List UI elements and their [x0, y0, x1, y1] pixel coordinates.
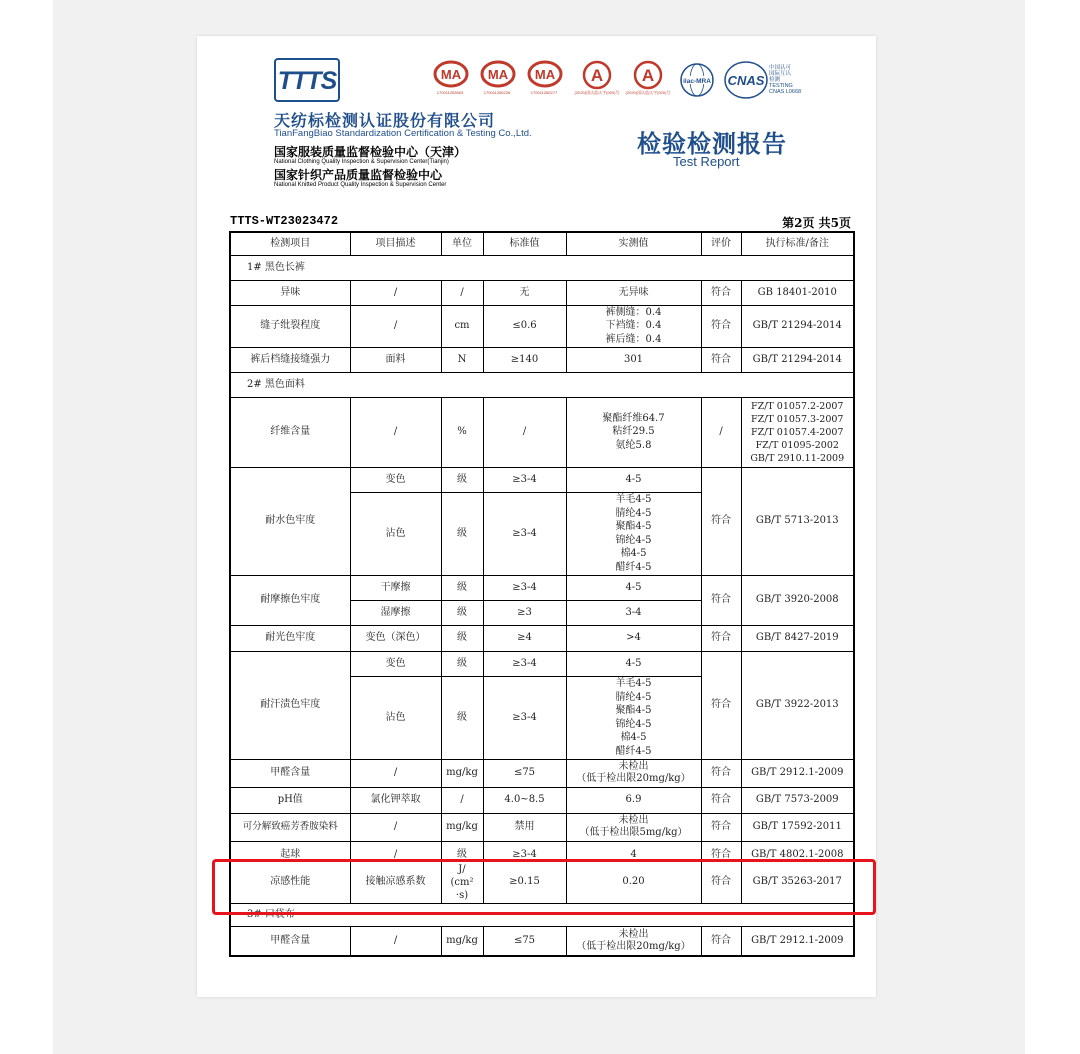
- report-title-cn: 检验检测报告: [637, 129, 787, 158]
- cal-seal-1: [574, 60, 620, 95]
- evaluation: 符合: [701, 813, 741, 841]
- standard-value: ≥3-4: [483, 492, 566, 575]
- unit: N: [441, 347, 483, 372]
- unit: 级: [441, 651, 483, 676]
- cnas-caption: [769, 65, 801, 95]
- table-row: [230, 651, 854, 676]
- item-description: 湿摩擦: [350, 600, 441, 625]
- column-header: 评价: [701, 232, 741, 255]
- test-item: 耐水色牢度: [230, 467, 350, 575]
- cnas-caption-line: 检测: [769, 77, 781, 83]
- measured-value: 羊毛4-5 腈纶4-5 聚酯4-5 锦纶4-5 棉4-5 醋纤4-5: [566, 676, 701, 759]
- measured-value: 未检出 （低于检出限20mg/kg）: [566, 759, 701, 787]
- standard-remark: GB/T 7573-2009: [741, 787, 854, 813]
- unit: 级: [441, 492, 483, 575]
- cal-seal-2: [625, 60, 671, 95]
- measured-value: 4-5: [566, 575, 701, 600]
- measured-value: 0.20: [566, 861, 701, 903]
- evaluation: 符合: [701, 861, 741, 903]
- unit: mg/kg: [441, 813, 483, 841]
- standard-remark: FZ/T 01057.2-2007 FZ/T 01057.3-2007 FZ/T 01057.4-2007 FZ/T 01095-2002 GB/T 2910.11-2009: [741, 397, 854, 467]
- unit: mg/kg: [441, 926, 483, 956]
- section-label: 1# 黑色长裤: [230, 255, 854, 280]
- table-row: [230, 347, 854, 372]
- unit: %: [441, 397, 483, 467]
- svg-text:MA: MA: [534, 67, 556, 82]
- ilac-mra-seal: [679, 62, 715, 102]
- clothing-center-en: National Clothing Quality Inspection & Supervision Center(Tianjin): [274, 159, 449, 165]
- evaluation: 符合: [701, 305, 741, 347]
- cma-seal-icon: [480, 60, 516, 88]
- standard-value: ≥3-4: [483, 467, 566, 492]
- report-page: [197, 36, 876, 997]
- standard-value: 禁用: [483, 813, 566, 841]
- cal-seal-icon: [580, 60, 614, 90]
- cma-seal-1: [433, 60, 469, 95]
- standard-value: ≤0.6: [483, 305, 566, 347]
- unit: mg/kg: [441, 759, 483, 787]
- company-name-en: TianFangBiao Standardization Certification & Testing Co.,Ltd.: [274, 128, 532, 139]
- cnas-caption-line: CNAS L0668: [769, 89, 802, 95]
- item-description: 接触凉感系数: [350, 861, 441, 903]
- test-item: 异味: [230, 280, 350, 305]
- column-header: 标准值: [483, 232, 566, 255]
- unit: 级: [441, 841, 483, 861]
- column-header: 实测值: [566, 232, 701, 255]
- test-item: 凉感性能: [230, 861, 350, 903]
- table-row: [230, 305, 854, 347]
- section-row: [230, 255, 854, 280]
- standard-remark: GB/T 17592-2011: [741, 813, 854, 841]
- measured-value: 裤侧缝：0.4 下裆缝：0.4 裤后缝：0.4: [566, 305, 701, 347]
- cal-seal-icon: [631, 60, 665, 90]
- standard-value: ≥3-4: [483, 575, 566, 600]
- cma-seal-icon: [433, 60, 469, 88]
- table-row: [230, 813, 854, 841]
- evaluation: 符合: [701, 759, 741, 787]
- standard-remark: GB/T 2912.1-2009: [741, 926, 854, 956]
- evaluation: /: [701, 397, 741, 467]
- evaluation: 符合: [701, 467, 741, 575]
- knitted-center-en: National Knitted Product Quality Inspection & Supervision Center: [274, 182, 447, 188]
- table-row: [230, 625, 854, 651]
- table-row: [230, 787, 854, 813]
- standard-value: ≥0.15: [483, 861, 566, 903]
- company-logo: TTTS: [274, 58, 340, 102]
- measured-value: 3-4: [566, 600, 701, 625]
- evaluation: 符合: [701, 787, 741, 813]
- table-row: [230, 926, 854, 956]
- table-row: [230, 397, 854, 467]
- column-header: 单位: [441, 232, 483, 255]
- standard-remark: GB/T 3922-2013: [741, 651, 854, 759]
- item-description: 沾色: [350, 492, 441, 575]
- test-item: pH值: [230, 787, 350, 813]
- cma-seal-3: [527, 60, 563, 95]
- item-description: 干摩擦: [350, 575, 441, 600]
- measured-value: 301: [566, 347, 701, 372]
- evaluation: 符合: [701, 280, 741, 305]
- column-header: 执行标准/备注: [741, 232, 854, 255]
- cma-seal-icon: [527, 60, 563, 88]
- unit: 级: [441, 625, 483, 651]
- standard-remark: GB 18401-2010: [741, 280, 854, 305]
- standard-remark: GB/T 2912.1-2009: [741, 759, 854, 787]
- measured-value: 聚酯纤维64.7 粘纤29.5 氨纶5.8: [566, 397, 701, 467]
- standard-value: 无: [483, 280, 566, 305]
- cal-note-1: (2020)国认监认字(000)号: [574, 90, 620, 95]
- item-description: 变色: [350, 651, 441, 676]
- standard-remark: GB/T 21294-2014: [741, 347, 854, 372]
- cnas-caption-line: TESTING: [769, 83, 793, 89]
- cnas-caption-line: 国际互认: [769, 71, 792, 77]
- section-row: [230, 372, 854, 397]
- standard-remark: GB/T 3920-2008: [741, 575, 854, 625]
- standard-remark: GB/T 35263-2017: [741, 861, 854, 903]
- company-name-cn: 天纺标检测认证股份有限公司: [274, 111, 496, 130]
- item-description: /: [350, 759, 441, 787]
- section-label: 3# 口袋布: [230, 903, 854, 926]
- section-label: 2# 黑色面料: [230, 372, 854, 397]
- evaluation: 符合: [701, 625, 741, 651]
- standard-value: /: [483, 397, 566, 467]
- unit: 级: [441, 467, 483, 492]
- measured-value: 4-5: [566, 651, 701, 676]
- test-results-table: [229, 231, 855, 957]
- item-description: /: [350, 841, 441, 861]
- table-header-row: [230, 232, 854, 255]
- item-description: /: [350, 813, 441, 841]
- cma-number-2: 170011260226: [483, 90, 511, 95]
- measured-value: 6.9: [566, 787, 701, 813]
- table-row: [230, 575, 854, 600]
- evaluation: 符合: [701, 926, 741, 956]
- cma-number-3: 170011260277: [530, 90, 558, 95]
- evaluation: 符合: [701, 651, 741, 759]
- table-row: [230, 841, 854, 861]
- cnas-caption-line: 中国认可: [769, 65, 792, 71]
- standard-value: 4.0~8.5: [483, 787, 566, 813]
- ilac-mra-icon: [679, 62, 715, 98]
- evaluation: 符合: [701, 575, 741, 625]
- item-description: 氯化钾萃取: [350, 787, 441, 813]
- item-description: 面料: [350, 347, 441, 372]
- svg-text:A: A: [590, 66, 604, 85]
- standard-remark: GB/T 8427-2019: [741, 625, 854, 651]
- cma-number-1: 170011263663: [436, 90, 464, 95]
- standard-value: ≥3-4: [483, 676, 566, 759]
- cnas-icon: [723, 60, 769, 100]
- report-number: TTTS-WT23023472: [230, 214, 339, 228]
- test-item: 耐汗渍色牢度: [230, 651, 350, 759]
- test-item: 缝子纰裂程度: [230, 305, 350, 347]
- unit: cm: [441, 305, 483, 347]
- standard-value: ≥140: [483, 347, 566, 372]
- table-row: [230, 467, 854, 492]
- column-header: 检测项目: [230, 232, 350, 255]
- measured-value: 未检出 （低于检出限5mg/kg）: [566, 813, 701, 841]
- unit: /: [441, 787, 483, 813]
- test-item: 可分解致癌芳香胺染料: [230, 813, 350, 841]
- standard-value: ≥3: [483, 600, 566, 625]
- standard-remark: GB/T 4802.1-2008: [741, 841, 854, 861]
- svg-text:A: A: [641, 66, 655, 85]
- svg-text:MA: MA: [487, 67, 509, 82]
- item-description: /: [350, 280, 441, 305]
- test-item: 耐摩擦色牢度: [230, 575, 350, 625]
- cma-seal-2: [480, 60, 516, 95]
- unit: J/ (cm² ·s): [441, 861, 483, 903]
- cal-note-2: (2020)国认监认字(000)号: [625, 90, 671, 95]
- item-description: /: [350, 926, 441, 956]
- unit: 级: [441, 600, 483, 625]
- unit: /: [441, 280, 483, 305]
- svg-text:MA: MA: [440, 67, 462, 82]
- test-item: 耐光色牢度: [230, 625, 350, 651]
- item-description: 变色（深色）: [350, 625, 441, 651]
- measured-value: 羊毛4-5 腈纶4-5 聚酯4-5 锦纶4-5 棉4-5 醋纤4-5: [566, 492, 701, 575]
- measured-value: 4-5: [566, 467, 701, 492]
- report-title-en: Test Report: [673, 154, 740, 169]
- test-item: 甲醛含量: [230, 759, 350, 787]
- clothing-center-cn: 国家服装质量监督检验中心（天津）: [274, 145, 467, 159]
- measured-value: 未检出 （低于检出限20mg/kg）: [566, 926, 701, 956]
- test-item: 甲醛含量: [230, 926, 350, 956]
- measured-value: 无异味: [566, 280, 701, 305]
- column-header: 项目描述: [350, 232, 441, 255]
- test-item: 起球: [230, 841, 350, 861]
- standard-value: ≤75: [483, 926, 566, 956]
- item-description: /: [350, 397, 441, 467]
- measured-value: 4: [566, 841, 701, 861]
- svg-text:CNAS: CNAS: [727, 73, 765, 88]
- evaluation: 符合: [701, 841, 741, 861]
- standard-value: ≤75: [483, 759, 566, 787]
- table-row: [230, 280, 854, 305]
- test-item: 纤维含量: [230, 397, 350, 467]
- standard-remark: GB/T 21294-2014: [741, 305, 854, 347]
- svg-text:ilac-MRA: ilac-MRA: [683, 78, 711, 85]
- knitted-center-cn: 国家针织产品质量监督检验中心: [274, 168, 443, 182]
- standard-value: ≥3-4: [483, 841, 566, 861]
- cnas-seal: [723, 60, 769, 104]
- item-description: /: [350, 305, 441, 347]
- evaluation: 符合: [701, 347, 741, 372]
- highlight-box: [212, 859, 876, 915]
- test-item: 裤后档缝接缝强力: [230, 347, 350, 372]
- page-indicator: 第2页 共5页: [782, 216, 851, 230]
- unit: 级: [441, 575, 483, 600]
- table-row: [230, 759, 854, 787]
- standard-value: ≥3-4: [483, 651, 566, 676]
- standard-value: ≥4: [483, 625, 566, 651]
- item-description: 变色: [350, 467, 441, 492]
- item-description: 沾色: [350, 676, 441, 759]
- standard-remark: GB/T 5713-2013: [741, 467, 854, 575]
- measured-value: >4: [566, 625, 701, 651]
- unit: 级: [441, 676, 483, 759]
